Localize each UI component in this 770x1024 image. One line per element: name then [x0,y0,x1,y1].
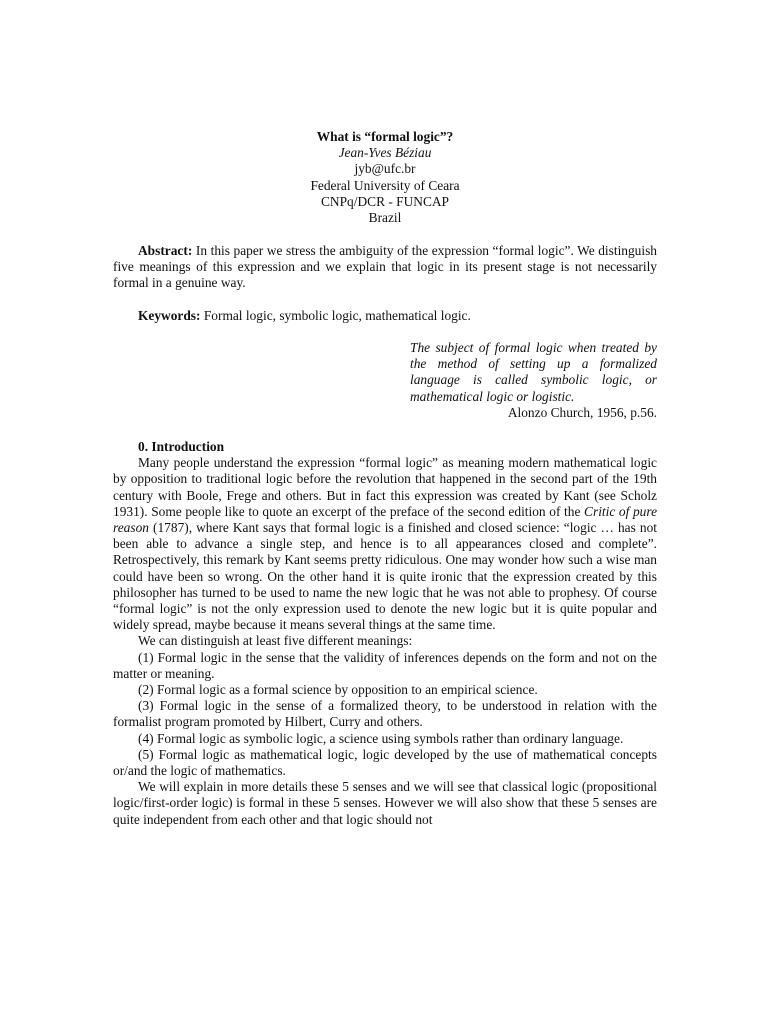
keywords-text: Formal logic, symbolic logic, mathematical logic. [203,308,471,323]
keywords-block [113,308,657,324]
keywords-label: Keywords: [138,308,201,323]
abstract-block [113,243,657,292]
paper-header [113,129,657,226]
paper-title: What is “formal logic”? [316,129,454,144]
meaning-item-1: (1) Formal logic in the sense that the validity of inferences depends on the form and not on the matter or meaning. [113,649,657,681]
abstract-label: Abstract: [138,243,193,258]
epigraph-quote: The subject of formal logic when treated by the method of setting up a formalized language is called symbolic logic, or mathematical logic or logistic. [410,340,657,404]
intro-paragraph-1: Many people understand the expression “formal logic” as meaning modern mathematical logic by opposition to traditional logic before the revolution that happened in the second part of the 19th century with Boole, Frege and others. But in fact this expression was created by Kant (see Scholz 1931). Some people like to quote an excerpt of the preface of the second edition of the Critic of pure reason (1787), where Kant says that formal logic is a finished and closed science: “logic … has not been able to advance a single step, and hence is to all appearances closed and complete”. Retrospectively, this remark by Kant seems pretty ridiculous. One may wonder how such a wise man could have been so wrong. On the other hand it is quite ironic that the expression created by this philosopher has turned to be used to name the new logic that he was not able to prophesy. Of course “formal logic” is not the only expression used to denote the new logic but it is quite popular and widely spread, maybe because it means several things at the same time. [113,455,658,633]
author-email: jyb@ufc.br [354,161,416,177]
author-country: Brazil [368,209,402,225]
intro-paragraph-2: We can distinguish at least five different meanings: [138,633,413,649]
meaning-item-5: (5) Formal logic as mathematical logic, logic developed by the use of mathematical concepts or/and the logic of mathematics. [113,746,657,779]
intro-paragraph-3: We will explain in more details these 5 senses and we will see that classical logic (propositional logic/first-order logic) is formal in these 5 senses. However we will also show that these 5 senses are quite independent from each other and that logic should not [113,779,657,827]
meaning-item-3: (3) Formal logic in the sense of a formalized theory, to be understood in relation with the formalist program promoted by Hilbert, Curry and others. [113,698,657,730]
author-institution: Federal University of Ceara [310,177,460,193]
abstract-text: In this paper we stress the ambiguity of the expression “formal logic”. We distinguish five meanings of this expression and we explain that logic in its present stage is not necessarily formal in a genuine way. [113,243,657,291]
meaning-item-2: (2) Formal logic as a formal science by opposition to an empirical science. [138,682,538,698]
author-name: Jean-Yves Béziau [338,145,432,161]
introduction-section [113,439,657,828]
meaning-item-4: (4) Formal logic as symbolic logic, a science using symbols rather than ordinary language. [138,730,624,746]
section-heading: 0. Introduction [138,439,225,454]
epigraph [410,340,657,421]
funding-line: CNPq/DCR - FUNCAP [321,193,449,209]
book-title: Critic of pure reason [113,503,658,536]
epigraph-attribution: Alonzo Church, 1956, p.56. [507,404,657,420]
